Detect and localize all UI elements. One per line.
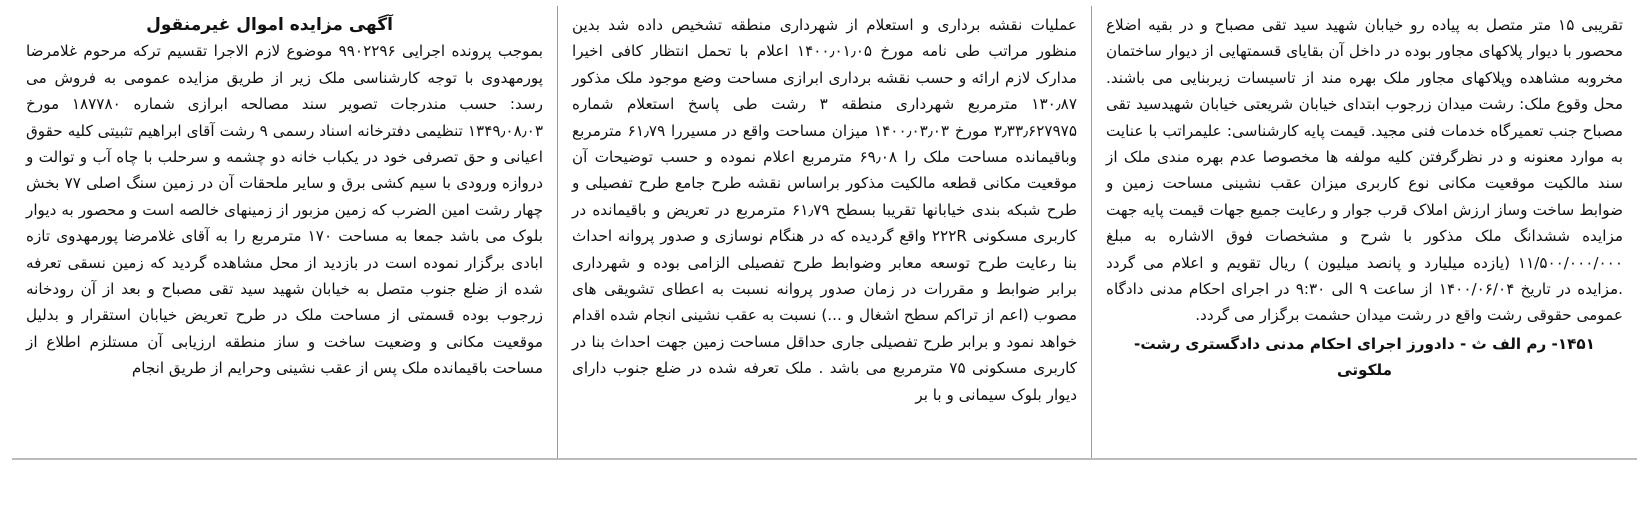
notice-column-1 (12, 6, 557, 458)
bottom-divider (12, 458, 1637, 460)
notice-title: آگهی مزایده اموال غیرمنقول (146, 15, 393, 35)
notice-body-part-3: تقریبی ۱۵ متر متصل به پیاده رو خیابان شهید سید تقی مصباح و در بقیه اضلاع محصور با دیوار پلاکهای مجاور بوده در داخل آن بقایای قسمتهایی از دیوار ساختمان مخروبه مشاهده وپلاکهای مجاور ملک بهره مند از تاسیسات زیربنایی می باشند. محل وقوع ملک: رشت میدان زرجوب ابتدای خیابان شریعتی خیابان شهیدسید تقی مصباح جنب تعمیرگاه خدمات فنی مجید. قیمت پایه کارشناسی: علیمراتب با عنایت به موارد معنونه و در نظرگرفتن کلیه مولفه ها مخصوصا عدم بهره مندی ملک از سند مالکیت موقعیت مکانی نوع کاربری میزان عقب نشینی مساحت زمین و ضوابط ساخت وساز ارزش املاک قرب جوار و رعایت جمیع جهات قیمت پایه جهت مزایده ششدانگ ملک مذکور با شرح و مشخصات فوق الاشاره به مبلغ ۱۱/۵۰۰/۰۰۰/۰۰۰ (یازده میلیارد و پانصد میلیون ) ریال تقویم و اعلام می گردد .مزایده در تاریخ ۱۴۰۰/۰۶/۰۴ از ساعت ۹ الی ۹:۳۰ در اجرای احکام مدنی دادگاه عمومی حقوقی رشت واقع در رشت میدان حشمت برگزار می گردد. (1106, 16, 1623, 325)
notice-signature: ۱۴۵۱- رم الف ث - دادورز اجرای احکام مدنی دادگستری رشت- ملکوتی (1134, 334, 1595, 380)
notice-body-part-2: عملیات نقشه برداری و استعلام از شهرداری منطقه تشخیص داده شد بدین منظور مراتب طی نامه مورخ ۱۴۰۰٫۰۱٫۰۵ اعلام با تحمل انتظار کافی اخیرا مدارک لازم ارائه و حسب نقشه برداری ابرازی مساحت وضع موجود ملک مذکور ۱۳۰٫۸۷ مترمربع شهرداری منطقه ۳ رشت طی پاسخ استعلام شماره ۳٫۳۳٫۶۲۷۹۷۵ مورخ ۱۴۰۰٫۰۳٫۰۳ میزان مساحت واقع در مسیررا ۶۱٫۷۹ مترمربع وباقیمانده مساحت ملک را ۶۹٫۰۸ مترمربع اعلام نموده و حسب توضیحات آن موقعیت مکانی قطعه مالکیت مذکور براساس نقشه طرح جامع طرح تفصیلی و طرح شبکه بندی خیابانها تقریبا بسطح ۶۱٫۷۹ مترمربع در تعریض و باقیمانده در کاربری مسکونی ۲۲۲R واقع گردیده که در هنگام نوسازی و صدور پروانه احداث بنا رعایت طرح توسعه معابر وضوابط طرح تفصیلی الزامی بوده و شهرداری برابر ضوابط و مقررات در زمان صدور پروانه نسبت به اعطای تشویقی های مصوب (اعم از تراکم سطح اشغال و ...) نسبت به عقب نشینی انجام شده اقدام خواهد نمود و برابر طرح تفصیلی جاری حداقل مساحت زمین جهت احداث بنا در کاربری مسکونی ۷۵ مترمربع می باشد . ملک تعرفه شده در ضلع جنوب دارای دیوار بلوک سیمانی و با بر (572, 16, 1077, 404)
auction-notice (12, 6, 1637, 458)
notice-column-2 (557, 6, 1092, 458)
notice-column-3 (1092, 6, 1637, 458)
notice-body-part-1: بموجب پرونده اجرایی ۹۹۰۲۲۹۶ موضوع لازم الاجرا تقسیم ترکه مرحوم غلامرضا پورمهدوی با توجه کارشناسی ملک زیر از طریق مزایده عمومی به فروش می رسد: حسب مندرجات تصویر سند مصالحه ابرازی شماره ۱۸۷۷۸۰ مورخ ۱۳۴۹٫۰۸٫۰۳ تنظیمی دفترخانه اسناد رسمی ۹ رشت آقای ابراهیم تثبیتی کلیه حقوق اعیانی و حق تصرفی خود در یکباب خانه دو چشمه و سرحلب با چاه آب و توالت و دروازه ورودی با سیم کشی برق و سایر ملحقات آن در زمین سنگ اصلی ۷۷ بخش چهار رشت امین الضرب که زمین مزبور از زمینهای خالصه است و محصور به دیوار بلوک می باشد جمعا به مساحت ۱۷۰ مترمربع را به آقای غلامرضا پورمهدوی تازه ابادی برگزار نموده است در بازدید از محل مشاهده گردید که زمین نسقی تعرفه شده از ضلع جنوب متصل به خیابان شهید سید تقی مصباح و بعد از آن رودخانه زرجوب بوده قسمتی از مساحت ملک در طرح تعریض خیابان استقرار و بدلیل موقعیت مکانی و وضعیت ساخت و ساز منطقه ارزیابی آن مستلزم اطلاع از مساحت باقیمانده ملک پس از عقب نشینی وحرایم از طریق انجام (26, 42, 544, 378)
